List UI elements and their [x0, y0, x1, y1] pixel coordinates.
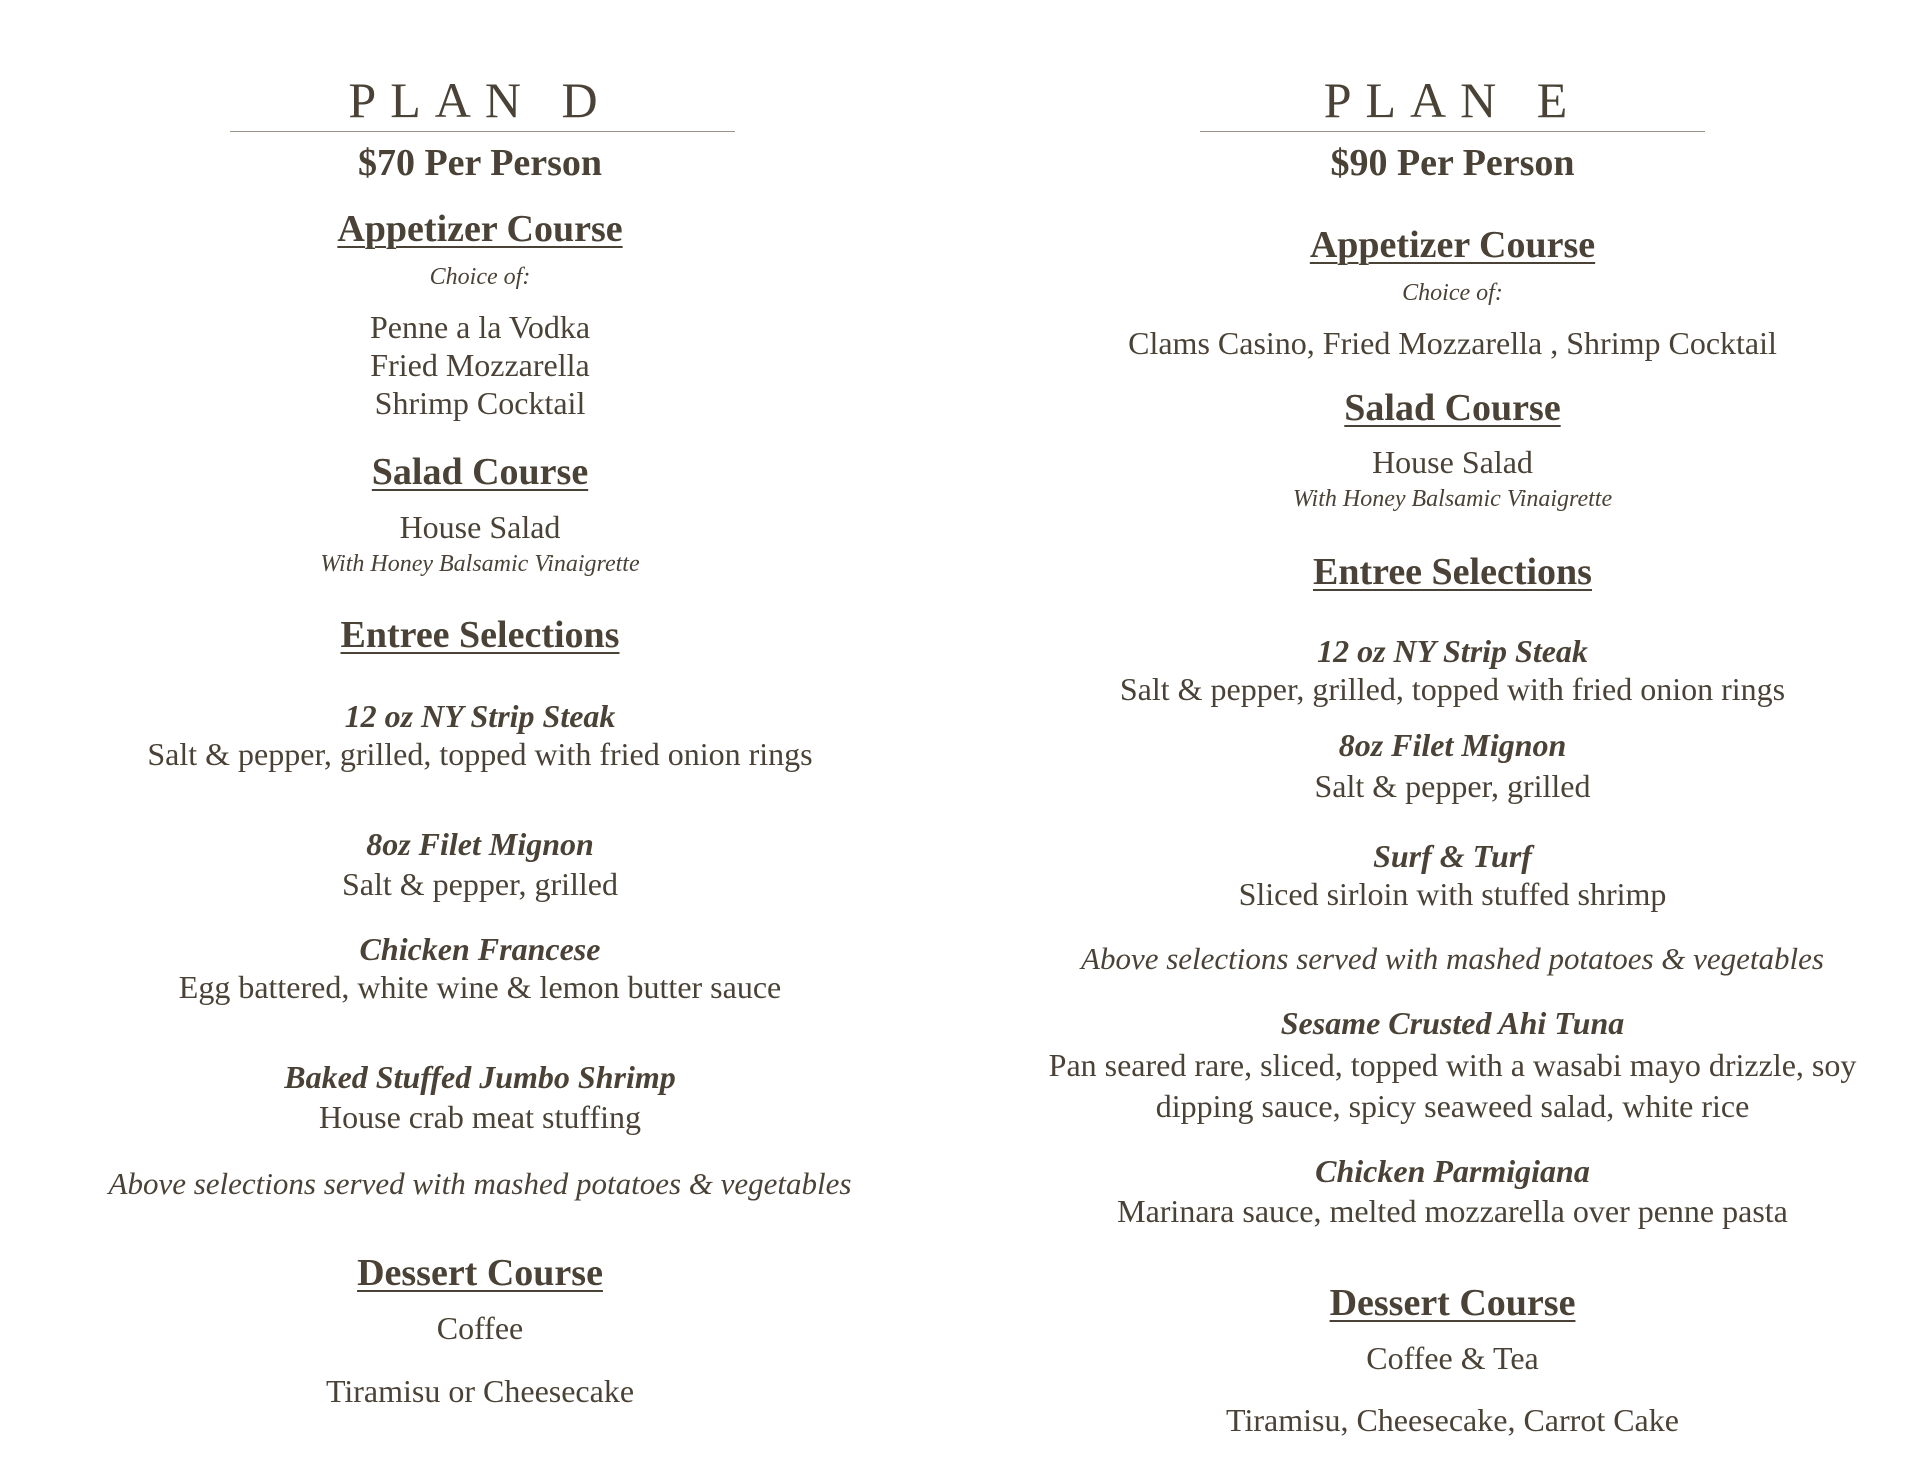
appetizer-item: Fried Mozzarella [370, 347, 590, 383]
salad-note: With Honey Balsamic Vinaigrette [1292, 486, 1613, 512]
entree-dish-name: 8oz Filet Mignon [1338, 727, 1567, 763]
entree-dish-desc: Pan seared rare, sliced, topped with a wasabi mayo drizzle, soy [1048, 1047, 1857, 1083]
salad-item: House Salad [1372, 444, 1533, 480]
plan-title: PLAN E [1323, 72, 1582, 128]
salad-note: With Honey Balsamic Vinaigrette [320, 551, 640, 577]
served-note: Above selections served with mashed potatoes & vegetables [1081, 941, 1824, 976]
price: $90 Per Person [1330, 142, 1575, 184]
dessert-heading: Dessert Course [357, 1252, 603, 1294]
entree-dish-desc: Salt & pepper, grilled [342, 866, 618, 902]
appetizer-heading: Appetizer Course [337, 208, 623, 250]
choice-label: Choice of: [429, 264, 531, 290]
entree-dish-desc: Egg battered, white wine & lemon butter sauce [178, 969, 782, 1005]
dessert-item: Coffee [436, 1310, 524, 1346]
dessert-heading: Dessert Course [1329, 1282, 1576, 1324]
entree-heading: Entree Selections [1313, 551, 1592, 593]
entree-dish-desc: Salt & pepper, grilled [1314, 768, 1591, 804]
entree-dish-desc: Marinara sauce, melted mozzarella over penne pasta [1117, 1193, 1788, 1229]
salad-item: House Salad [399, 509, 561, 545]
entree-dish-desc: Sliced sirloin with stuffed shrimp [1238, 876, 1667, 912]
salad-heading: Salad Course [371, 451, 589, 493]
appetizer-heading: Appetizer Course [1309, 224, 1596, 266]
title-divider [1200, 131, 1705, 132]
choice-label: Choice of: [1402, 280, 1503, 306]
dessert-item: Coffee & Tea [1366, 1340, 1539, 1376]
price: $70 Per Person [357, 142, 603, 184]
dessert-item: Tiramisu or Cheesecake [325, 1373, 635, 1409]
title-divider [230, 131, 735, 132]
entree-dish-desc: dipping sauce, spicy seaweed salad, white rice [1155, 1088, 1750, 1124]
appetizer-item: Penne a la Vodka [369, 309, 591, 345]
entree-dish-desc: Salt & pepper, grilled, topped with fried onion rings [1119, 671, 1786, 707]
entree-dish-name: Chicken Parmigiana [1315, 1153, 1590, 1189]
salad-heading: Salad Course [1344, 387, 1561, 429]
entree-dish-name: 12 oz NY Strip Steak [1317, 633, 1588, 669]
entree-dish-name: Baked Stuffed Jumbo Shrimp [284, 1059, 676, 1095]
entree-dish-name: 8oz Filet Mignon [366, 826, 594, 862]
entree-dish-name: 12 oz NY Strip Steak [344, 698, 616, 734]
appetizer-item: Shrimp Cocktail [374, 385, 586, 421]
entree-dish-desc: Salt & pepper, grilled, topped with fried onion rings [147, 736, 813, 772]
entree-dish-desc: House crab meat stuffing [319, 1099, 641, 1135]
plan-title: PLAN D [348, 72, 612, 128]
entree-dish-name: Sesame Crusted Ahi Tuna [1280, 1005, 1625, 1041]
dessert-item: Tiramisu, Cheesecake, Carrot Cake [1226, 1402, 1679, 1438]
appetizer-item: Clams Casino, Fried Mozzarella , Shrimp Cocktail [1128, 325, 1777, 361]
entree-heading: Entree Selections [340, 614, 620, 656]
served-note: Above selections served with mashed potatoes & vegetables [108, 1166, 852, 1201]
plan-d-column [70, 0, 890, 1484]
entree-dish-name: Surf & Turf [1373, 838, 1532, 874]
plan-e-column [1000, 0, 1905, 1484]
entree-dish-name: Chicken Francese [359, 931, 601, 967]
